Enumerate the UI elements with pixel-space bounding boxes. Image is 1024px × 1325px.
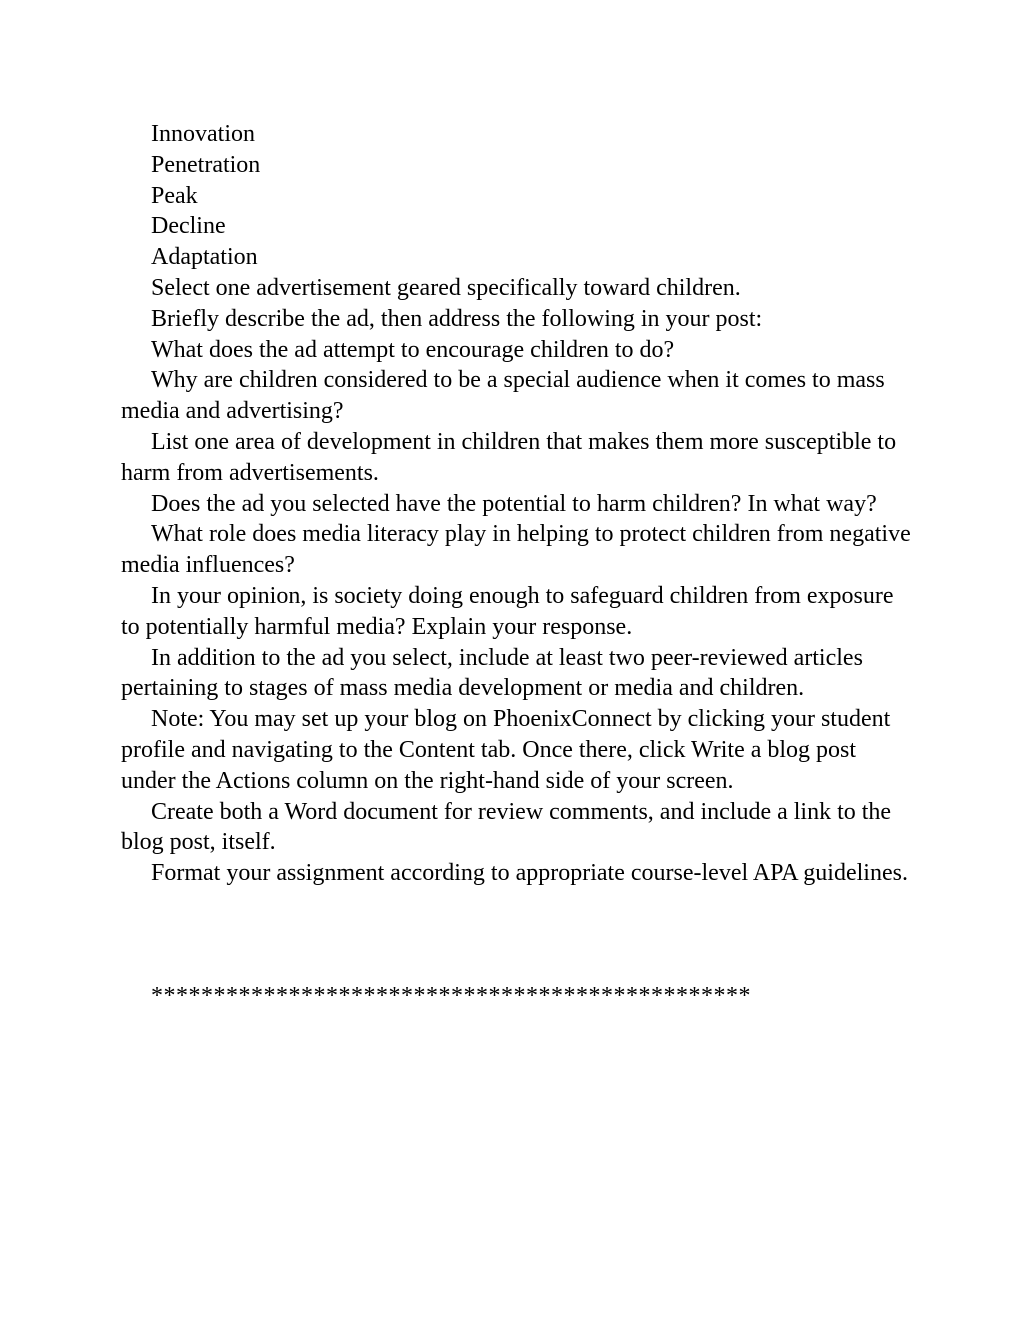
instruction-peer-reviewed: In addition to the ad you select, include at least two peer-reviewed articles pertaining to stages of mass media development or media and children. bbox=[121, 644, 863, 702]
question-encourage: What does the ad attempt to encourage children to do? bbox=[151, 336, 675, 363]
stage-innovation: Innovation bbox=[151, 121, 255, 147]
document-page bbox=[121, 119, 911, 1012]
stage-adaptation: Adaptation bbox=[151, 244, 258, 271]
note-phoenixconnect: Note: You may set up your blog on PhoenixConnect by clicking your student profile and navigating to the Content tab. Once there, click Write a blog post under the Actions column on the right-hand side of your screen. bbox=[121, 706, 891, 794]
question-media-literacy: What role does media literacy play in helping to protect children from negative media influences? bbox=[121, 521, 911, 579]
stage-decline: Decline bbox=[151, 213, 226, 240]
question-society-opinion: In your opinion, is society doing enough to safeguard children from exposure to potentially harmful media? Explain your response. bbox=[121, 582, 894, 640]
instruction-word-document: Create both a Word document for review comments, and include a link to the blog post, itself. bbox=[121, 798, 892, 856]
instruction-describe-ad: Briefly describe the ad, then address the following in your post: bbox=[151, 305, 763, 332]
question-special-audience: Why are children considered to be a special audience when it comes to mass media and advertising? bbox=[121, 367, 885, 425]
question-development-area: List one area of development in children that makes them more susceptible to harm from advertisements. bbox=[121, 428, 897, 486]
stage-penetration: Penetration bbox=[151, 151, 261, 178]
instruction-apa-format: Format your assignment according to appropriate course-level APA guidelines. bbox=[151, 860, 908, 887]
asterisk-divider: ************************************************ bbox=[151, 982, 751, 1009]
question-potential-harm: Does the ad you selected have the potential to harm children? In what way? bbox=[151, 490, 877, 517]
stage-peak: Peak bbox=[151, 182, 198, 209]
instruction-select-ad: Select one advertisement geared specifically toward children. bbox=[151, 274, 741, 301]
section-gap bbox=[121, 889, 911, 981]
